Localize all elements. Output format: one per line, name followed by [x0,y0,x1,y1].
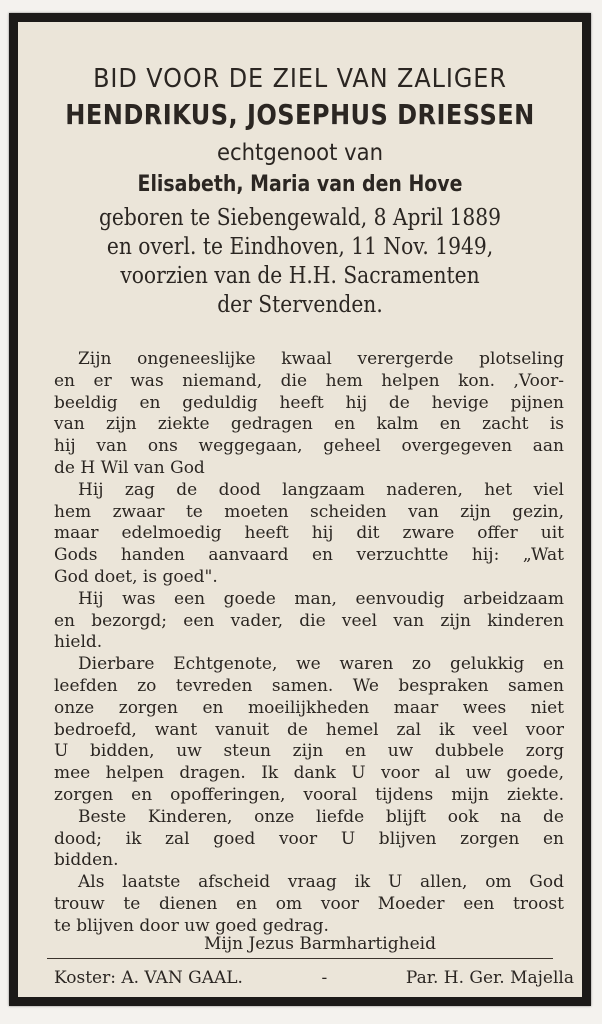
text-line: trouw te dienen en om voor Moeder een troost [54,893,564,914]
footer [54,967,574,989]
text-line: dood; ik zal goed voor U blijven zorgen en [54,828,564,849]
deceased-name: HENDRIKUS, JOSEPHUS DRIESSEN [65,98,535,131]
text-line: en bezorgd; een vader, die veel van zijn kinderen [54,610,564,631]
text-line: bidden. [54,850,119,871]
text-line: hield. [54,632,103,653]
text-line: te blijven door uw goed gedrag. [54,915,329,936]
text-line: U bidden, uw steun zijn en uw dubbele zorg [54,741,564,762]
closing-prayer: Mijn Jezus Barmhartigheid [204,934,436,954]
memorial-text [54,349,574,938]
text-line: mee helpen dragen. Ik dank U voor al uw goede, [54,763,564,784]
text-line: maar edelmoedig heeft hij dit zware offer uit [54,523,564,544]
text-line: Dierbare Echtgenote, we waren zo gelukkig en [78,654,564,675]
sacraments-line-1: voorzien van de H.H. Sacramenten [120,263,480,289]
memorial-card [9,13,591,1006]
text-line: Zijn ongeneeslijke kwaal verergerde plotseling [78,349,564,369]
text-line: hij van ons weggegaan, geheel overgegeven aan [54,436,564,457]
text-line: de H Wil van God [54,457,205,478]
text-line: God doet, is goed". [54,566,218,587]
text-line: Hij was een goede man, eenvoudig arbeidzaam [78,588,564,609]
text-line: van zijn ziekte gedragen en kalm en zacht is [54,414,564,435]
text-line: leefden zo tevreden samen. We bespraken samen [54,675,564,696]
text-line: Hij zag de dood langzaam naderen, het viel [78,479,564,500]
text-line: zorgen en opofferingen, vooral tijdens mijn ziekte. [54,784,564,805]
parish-credit: Par. H. Ger. Majella [405,968,574,988]
text-line: beeldig en geduldig heeft hij de hevige pijnen [54,392,564,413]
sacraments-line-2: der Stervenden. [217,292,383,318]
text-line: Als laatste afscheid vraag ik U allen, om God [78,872,564,893]
koster-credit: Koster: A. VAN GAAL. [54,968,243,988]
footer-separator: - [321,968,328,988]
prayer-heading: BID VOOR DE ZIEL VAN ZALIGER [93,64,507,94]
text-line: bedroefd, want vanuit de hemel zal ik veel voor [54,719,564,740]
text-line: en er was niemand, die hem helpen kon. ,Voor- [54,370,564,391]
text-line: Gods handen aanvaard en verzuchtte hij: „Wat [54,545,564,566]
text-line: onze zorgen en moeilijkheden maar wees niet [54,697,564,718]
divider [47,958,553,959]
birth-line: geboren te Siebengewald, 8 April 1889 [98,205,502,231]
spouse-intro: echtgenoot van [216,140,384,166]
card-content [18,22,582,997]
text-line: Beste Kinderen, onze liefde blijft ook na de [78,806,564,827]
text-line: hem zwaar te moeten scheiden van zijn gezin, [54,501,564,522]
spouse-name: Elisabeth, Maria van den Hove [137,172,463,197]
death-line: en overl. te Eindhoven, 11 Nov. 1949, [106,234,494,260]
